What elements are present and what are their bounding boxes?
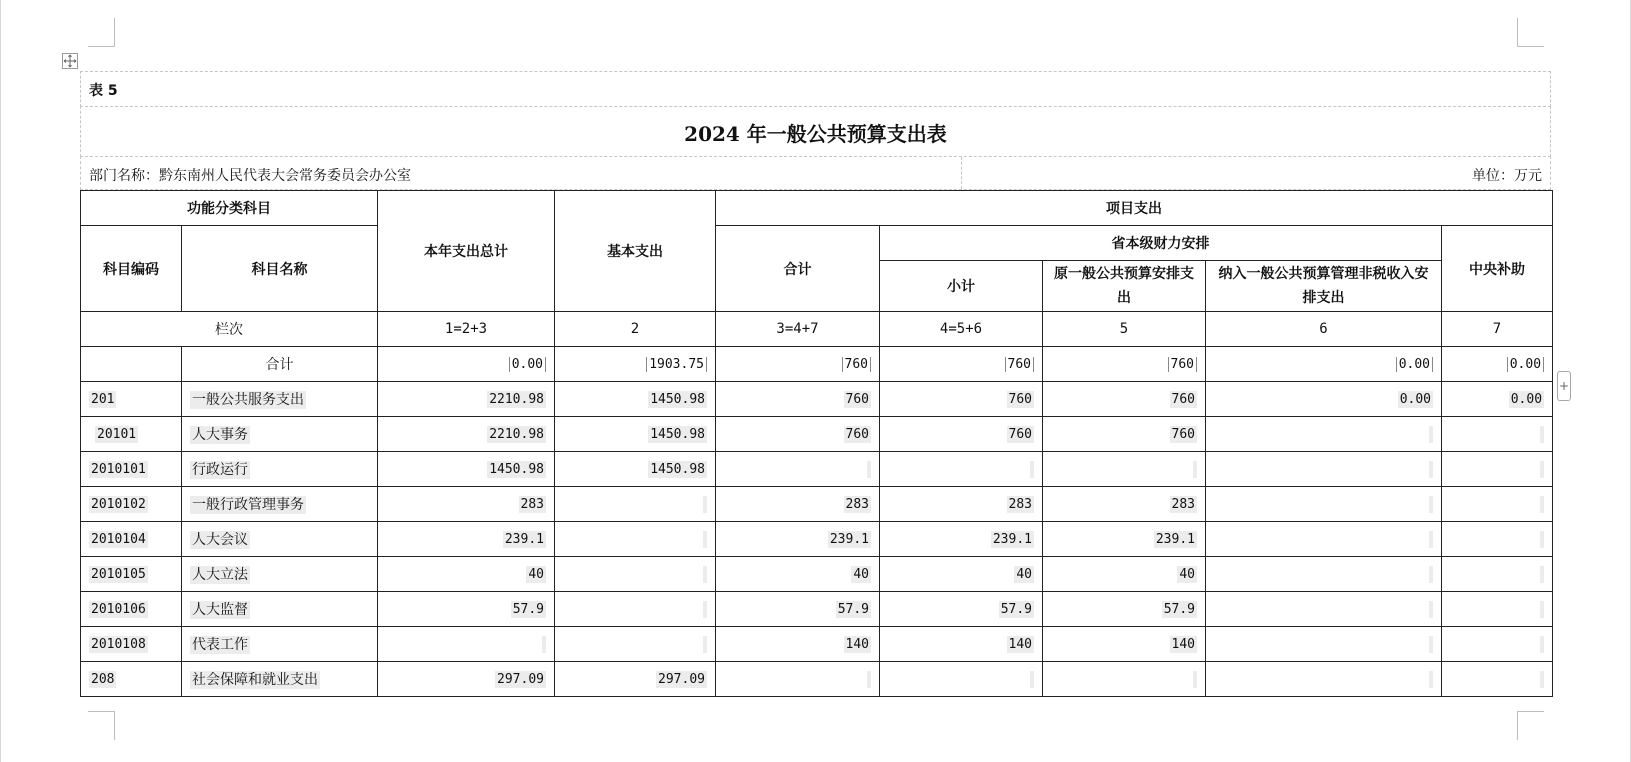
row-basic[interactable] [555,522,716,557]
col-index-6: 6 [1206,312,1442,347]
row-code: 201 [81,382,182,417]
header-code: 科目编码 [81,226,182,312]
table-row [81,417,1553,452]
row-basic[interactable]: 1450.98 [555,452,716,487]
total-basic-cell[interactable] [555,347,716,382]
row-orig[interactable] [1043,452,1206,487]
row-total[interactable]: 2210.98 [378,417,555,452]
table-row [81,557,1553,592]
header-orig: 原一般公共预算安排支出 [1043,261,1206,312]
total-nontax-cell[interactable] [1206,347,1442,382]
row-small-total[interactable]: 239.1 [880,522,1043,557]
department-row [80,156,1551,190]
dept-divider [961,157,962,189]
row-name: 人大事务 [182,417,378,452]
row-central[interactable] [1442,417,1553,452]
row-code: 2010105 [81,557,182,592]
row-nontax[interactable] [1206,592,1442,627]
table-number: 表 5 [89,83,118,99]
header-small-total: 小计 [880,261,1043,312]
table-row [81,662,1553,697]
row-nontax[interactable]: 0.00 [1206,382,1442,417]
table-row [81,487,1553,522]
row-central[interactable] [1442,592,1553,627]
crop-mark-top-left [88,18,115,47]
col-index-7: 7 [1442,312,1553,347]
row-project-total[interactable]: 760 [716,417,880,452]
row-basic[interactable] [555,487,716,522]
row-basic[interactable]: 297.09 [555,662,716,697]
header-provincial: 省本级财力安排 [880,226,1442,261]
column-index-row [81,312,1553,347]
crop-mark-bottom-right [1517,711,1544,740]
row-name: 人大监督 [182,592,378,627]
total-orig-field[interactable]: 760 [1168,357,1197,372]
header-nontax: 纳入一般公共预算管理非税收入安排支出 [1206,261,1442,312]
row-orig[interactable] [1043,662,1206,697]
row-project-total[interactable] [716,662,880,697]
total-name: 合计 [182,347,378,382]
row-code: 208 [81,662,182,697]
row-name: 代表工作 [182,627,378,662]
row-nontax[interactable] [1206,627,1442,662]
header-project: 项目支出 [716,191,1553,226]
total-project-total-cell[interactable] [716,347,880,382]
row-orig[interactable]: 760 [1043,417,1206,452]
budget-table [80,190,1553,697]
row-small-total[interactable]: 760 [880,382,1043,417]
row-name: 人大立法 [182,557,378,592]
row-small-total[interactable]: 140 [880,627,1043,662]
row-nontax[interactable] [1206,452,1442,487]
row-code: 2010108 [81,627,182,662]
row-project-total[interactable]: 760 [716,382,880,417]
title-row [80,106,1551,157]
row-small-total[interactable]: 283 [880,487,1043,522]
col-index-label: 栏次 [81,312,378,347]
table-row [81,452,1553,487]
row-central[interactable] [1442,522,1553,557]
row-nontax[interactable] [1206,522,1442,557]
col-index-4: 4=5+6 [880,312,1043,347]
row-code: 2010101 [81,452,182,487]
table-move-handle-icon[interactable] [62,53,78,69]
header-project-subtotal: 合计 [716,226,880,312]
crop-mark-top-right [1517,18,1544,47]
row-orig[interactable]: 760 [1043,382,1206,417]
header-total: 本年支出总计 [378,191,555,312]
row-central[interactable]: 0.00 [1442,382,1553,417]
header-func-class: 功能分类科目 [81,191,378,226]
add-column-plus-icon[interactable]: + [1557,371,1571,401]
table-row [81,592,1553,627]
total-basic-field[interactable]: 1903.75 [646,357,707,372]
total-central-cell[interactable] [1442,347,1553,382]
row-small-total[interactable]: 57.9 [880,592,1043,627]
table-number-row [80,71,1551,107]
row-basic[interactable] [555,592,716,627]
row-code: 20101 [81,417,182,452]
row-orig[interactable]: 57.9 [1043,592,1206,627]
row-central[interactable] [1442,487,1553,522]
table-row [81,627,1553,662]
row-total[interactable]: 283 [378,487,555,522]
row-basic[interactable]: 1450.98 [555,382,716,417]
row-total[interactable]: 1450.98 [378,452,555,487]
total-project-total-field[interactable]: 760 [842,357,871,372]
col-index-3: 3=4+7 [716,312,880,347]
row-nontax[interactable] [1206,417,1442,452]
row-code: 2010102 [81,487,182,522]
document-title: 2024 年一般公共预算支出表 [684,122,947,146]
row-total[interactable]: 40 [378,557,555,592]
row-central[interactable] [1442,452,1553,487]
row-total[interactable]: 239.1 [378,522,555,557]
department-name: 部门名称：黔东南州人民代表大会常务委员会办公室 [89,168,411,184]
row-total[interactable]: 2210.98 [378,382,555,417]
row-central[interactable] [1442,627,1553,662]
total-small-total-cell[interactable] [880,347,1043,382]
row-total[interactable]: 297.09 [378,662,555,697]
row-name: 一般公共服务支出 [182,382,378,417]
row-basic[interactable] [555,557,716,592]
col-index-2: 2 [555,312,716,347]
row-total[interactable] [378,627,555,662]
row-orig[interactable]: 283 [1043,487,1206,522]
row-nontax[interactable] [1206,487,1442,522]
table-row [81,382,1553,417]
row-code: 2010106 [81,592,182,627]
row-orig[interactable]: 40 [1043,557,1206,592]
col-index-5: 5 [1043,312,1206,347]
total-total-cell[interactable] [378,347,555,382]
total-code-cell [81,347,182,382]
row-project-total[interactable]: 239.1 [716,522,880,557]
total-small-total-field[interactable]: 760 [1005,357,1034,372]
row-basic[interactable]: 1450.98 [555,417,716,452]
row-small-total[interactable] [880,452,1043,487]
row-name: 社会保障和就业支出 [182,662,378,697]
row-nontax[interactable] [1206,557,1442,592]
crop-mark-bottom-left [88,711,115,740]
total-nontax-field[interactable]: 0.00 [1396,357,1433,372]
row-project-total[interactable]: 40 [716,557,880,592]
row-orig[interactable]: 239.1 [1043,522,1206,557]
row-basic[interactable] [555,627,716,662]
total-total-field[interactable]: 0.00 [509,357,546,372]
row-name: 人大会议 [182,522,378,557]
unit-label: 单位：万元 [1472,168,1542,184]
row-name: 一般行政管理事务 [182,487,378,522]
col-index-1: 1=2+3 [378,312,555,347]
row-central[interactable] [1442,662,1553,697]
row-project-total[interactable]: 283 [716,487,880,522]
total-row [81,347,1553,382]
table-row [81,522,1553,557]
header-central: 中央补助 [1442,226,1553,312]
row-orig[interactable]: 140 [1043,627,1206,662]
row-project-total[interactable]: 57.9 [716,592,880,627]
row-code: 2010104 [81,522,182,557]
row-name: 行政运行 [182,452,378,487]
header-basic: 基本支出 [555,191,716,312]
row-nontax[interactable] [1206,662,1442,697]
row-total[interactable]: 57.9 [378,592,555,627]
row-small-total[interactable]: 760 [880,417,1043,452]
row-small-total[interactable] [880,662,1043,697]
total-central-field[interactable]: 0.00 [1507,357,1544,372]
row-central[interactable] [1442,557,1553,592]
row-project-total[interactable] [716,452,880,487]
total-orig-cell[interactable] [1043,347,1206,382]
row-project-total[interactable]: 140 [716,627,880,662]
header-name: 科目名称 [182,226,378,312]
page-left-edge [0,0,1,762]
row-small-total[interactable]: 40 [880,557,1043,592]
